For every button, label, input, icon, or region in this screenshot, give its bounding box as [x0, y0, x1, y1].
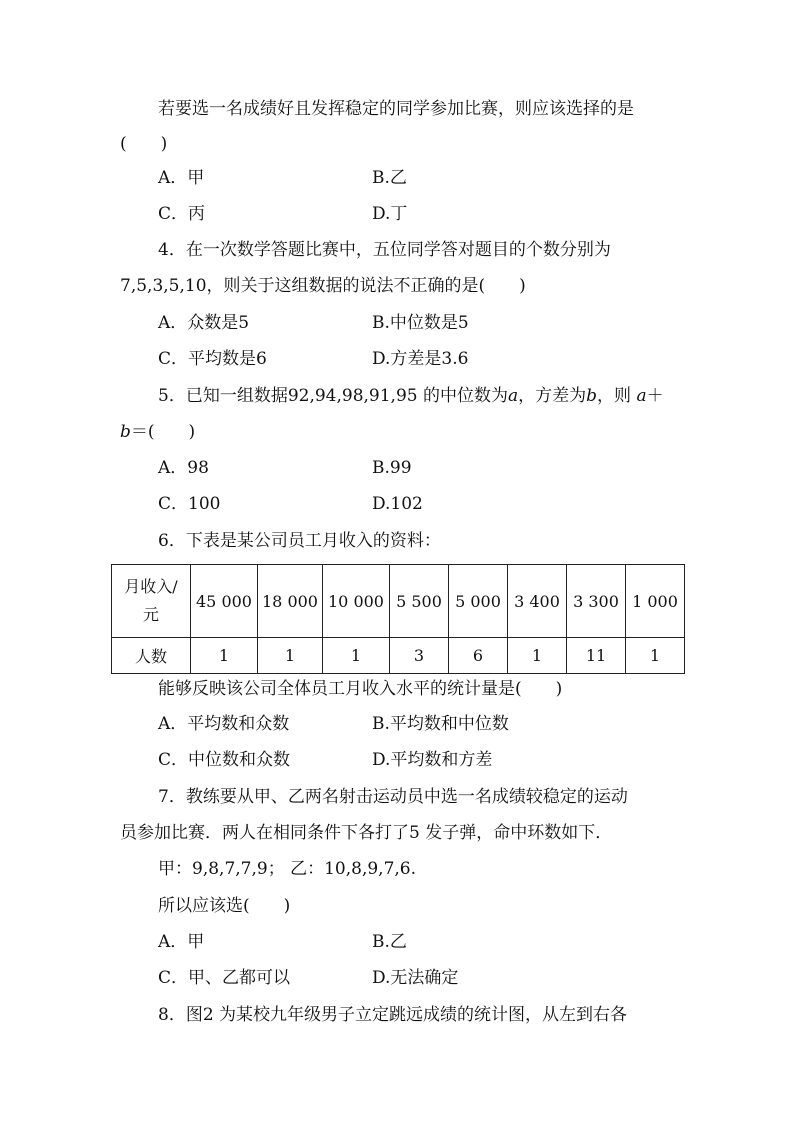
count-cell: 11	[567, 638, 626, 674]
income-header-cell	[112, 565, 191, 638]
income-cell: 1 000	[626, 565, 685, 638]
income-cell: 5 000	[449, 565, 508, 638]
income-cell: 5 500	[390, 565, 449, 638]
q3-option-c: C．丙	[158, 204, 206, 224]
q5-var-b-repeat: b	[120, 422, 131, 442]
q5-plus-sign: ＋	[646, 386, 664, 406]
q7-option-c: C．甲、乙都可以	[158, 968, 291, 988]
q6-option-c: C．中位数和众数	[158, 750, 291, 770]
income-cell: 3 300	[567, 565, 626, 638]
q5-var-a-repeat: a	[636, 386, 647, 406]
income-cell: 45 000	[191, 565, 258, 638]
q5-equals-paren: ＝( )	[130, 422, 196, 442]
q4-option-d: D.方差是3.6	[372, 349, 469, 369]
q3-option-b: B.乙	[372, 168, 407, 188]
q5-option-c: C．100	[158, 494, 221, 514]
q5-option-b: B.99	[372, 458, 412, 478]
count-cell: 6	[449, 638, 508, 674]
q5-stem-line2	[120, 420, 195, 444]
income-cell: 18 000	[258, 565, 323, 638]
q7-option-b: B.乙	[372, 932, 407, 952]
q6-option-a: A．平均数和众数	[158, 714, 290, 734]
q7-option-a: A．甲	[158, 932, 205, 952]
income-table	[111, 564, 685, 674]
q3-option-d: D.丁	[372, 204, 408, 224]
q5-stem-pre: 5．已知一组数据92,94,98,91,95 的中位数为	[158, 386, 508, 406]
count-cell: 1	[508, 638, 567, 674]
q8-stem-line1: 8．图2 为某校九年级男子立定跳远成绩的统计图，从左到右各	[158, 1005, 628, 1025]
q5-option-d: D.102	[372, 494, 423, 514]
q6-option-d: D.平均数和方差	[372, 750, 493, 770]
income-header-line2: 元	[142, 605, 159, 624]
q4-option-a: A．众数是5	[158, 313, 250, 333]
q5-stem-line1	[158, 384, 664, 408]
count-row	[112, 638, 685, 674]
q3-answer-paren: ( )	[120, 134, 168, 154]
count-label-cell: 人数	[112, 638, 191, 674]
q6-option-b: B.平均数和中位数	[372, 714, 509, 734]
q5-option-a: A．98	[158, 458, 209, 478]
q7-option-d: D.无法确定	[372, 968, 459, 988]
count-cell: 1	[323, 638, 390, 674]
count-cell: 3	[390, 638, 449, 674]
q7-data-line: 甲：9,8,7,7,9； 乙：10,8,9,7,6.	[158, 859, 417, 879]
q3-option-a: A．甲	[158, 168, 205, 188]
count-cell: 1	[626, 638, 685, 674]
q5-var-a: a	[508, 386, 519, 406]
q4-option-b: B.中位数是5	[372, 313, 469, 333]
q4-stem-line2: 7,5,3,5,10，则关于这组数据的说法不正确的是( )	[120, 276, 526, 296]
q7-stem-line1: 7．教练要从甲、乙两名射击运动员中选一名成绩较稳定的运动	[158, 787, 628, 807]
count-cell: 1	[258, 638, 323, 674]
q4-option-c: C．平均数是6	[158, 349, 267, 369]
count-cell: 1	[191, 638, 258, 674]
q6-followup: 能够反映该公司全体员工月收入水平的统计量是( )	[158, 679, 563, 699]
income-header-line1: 月收入/	[124, 577, 178, 596]
q6-stem: 6．下表是某公司员工月收入的资料：	[158, 531, 441, 551]
q7-stem-line2: 员参加比赛．两人在相同条件下各打了5 发子弹，命中环数如下．	[120, 823, 613, 843]
income-cell: 3 400	[508, 565, 567, 638]
q5-stem-mid2: ，则	[597, 386, 637, 406]
income-row	[112, 565, 685, 638]
q5-var-b: b	[586, 386, 598, 406]
income-cell: 10 000	[323, 565, 390, 638]
q7-question-line: 所以应该选( )	[158, 896, 291, 916]
q5-stem-mid: ，方差为	[518, 386, 587, 406]
q3-stem: 若要选一名成绩好且发挥稳定的同学参加比赛，则应该选择的是	[158, 99, 634, 119]
q4-stem-line1: 4．在一次数学答题比赛中，五位同学答对题目的个数分别为	[158, 240, 611, 260]
